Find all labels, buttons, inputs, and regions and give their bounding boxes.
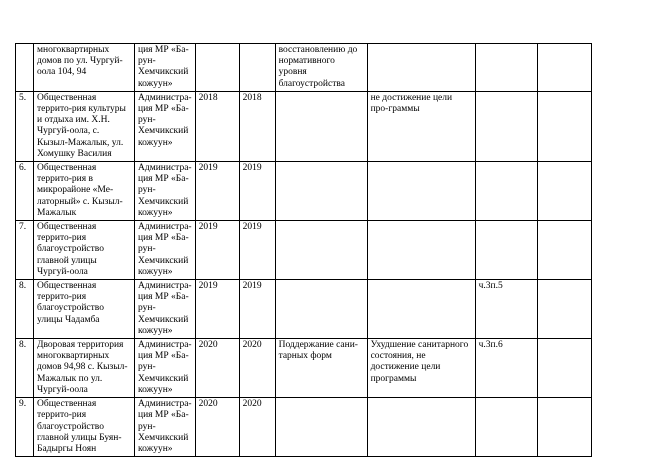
expected-result [275,91,367,161]
territory-name: Дворовая территория многоквартирных домов 94,98 с. Кызыл-Мажалык по ул. Чургуй-оола [34,339,135,398]
risk-consequence [367,221,475,280]
territory-name: Общественная террито-рия культуры и отдыха им. Х.Н. Чургуй-оола, с. Кызыл-Мажалык, ул. Хомушку Василия [34,91,135,161]
risk-consequence [367,162,475,221]
territory-name: Общественная террито-рия благоустройство улицы Чадамба [34,280,135,339]
row-number: 7. [16,221,34,280]
program-table [15,43,592,457]
risk-consequence [367,44,475,92]
start-year: 2018 [195,91,239,161]
indicator-link: ч.3п.5 [475,280,537,339]
extra-cell [537,91,591,161]
executor: Администра-ция МР «Ба-рун-Хемчикский кожуун» [135,91,196,161]
row-number: 9. [16,398,34,457]
row-number: 5. [16,91,34,161]
extra-cell [537,280,591,339]
end-year: 2018 [239,91,275,161]
risk-consequence: Ухудшение санитарного состояния, не достижение цели программы [367,339,475,398]
territory-name: Общественная террито-рия в микрорайоне «Ме-латорный» с. Кызыл-Мажалык [34,162,135,221]
start-year: 2019 [195,280,239,339]
indicator-link [475,162,537,221]
expected-result [275,280,367,339]
risk-consequence [367,398,475,457]
start-year: 2019 [195,162,239,221]
table-row [16,398,592,457]
start-year: 2020 [195,398,239,457]
table-row [16,44,592,92]
executor: Администра-ция МР «Ба-рун-Хемчикский кожуун» [135,398,196,457]
executor: ция МР «Ба-рун-Хемчикский кожуун» [135,44,196,92]
end-year: 2020 [239,398,275,457]
row-number: 8. [16,339,34,398]
extra-cell [537,162,591,221]
end-year: 2020 [239,339,275,398]
table-row [16,339,592,398]
indicator-link [475,44,537,92]
table-row [16,280,592,339]
expected-result: восстановлению до нормативного уровня благоустройства [275,44,367,92]
indicator-link [475,398,537,457]
territory-name: Общественная террито-рия благоустройство главной улицы Чургуй-оола [34,221,135,280]
end-year: 2019 [239,280,275,339]
row-number [16,44,34,92]
end-year [239,44,275,92]
end-year: 2019 [239,162,275,221]
start-year [195,44,239,92]
indicator-link: ч.3п.6 [475,339,537,398]
table-row [16,162,592,221]
expected-result [275,162,367,221]
risk-consequence: не достижение цели про-граммы [367,91,475,161]
expected-result: Поддержание сани-тарных форм [275,339,367,398]
territory-name: Общественная террито-рия благоустройство главной улицы Буян-Бадыргы Ноян [34,398,135,457]
row-number: 8. [16,280,34,339]
territory-name: многоквартирных домов по ул. Чургуй-оола 104, 94 [34,44,135,92]
executor: Администра-ция МР «Ба-рун-Хемчикский кожуун» [135,221,196,280]
extra-cell [537,44,591,92]
extra-cell [537,339,591,398]
start-year: 2019 [195,221,239,280]
executor: Администра-ция МР «Ба-рун-Хемчикский кожуун» [135,280,196,339]
extra-cell [537,398,591,457]
expected-result [275,398,367,457]
expected-result [275,221,367,280]
indicator-link [475,91,537,161]
start-year: 2020 [195,339,239,398]
table-row [16,221,592,280]
extra-cell [537,221,591,280]
executor: Администра-ция МР «Ба-рун-Хемчикский кожуун» [135,339,196,398]
row-number: 6. [16,162,34,221]
risk-consequence [367,280,475,339]
table-row [16,91,592,161]
indicator-link [475,221,537,280]
end-year: 2019 [239,221,275,280]
executor: Администра-ция МР «Ба-рун-Хемчикский кожуун» [135,162,196,221]
